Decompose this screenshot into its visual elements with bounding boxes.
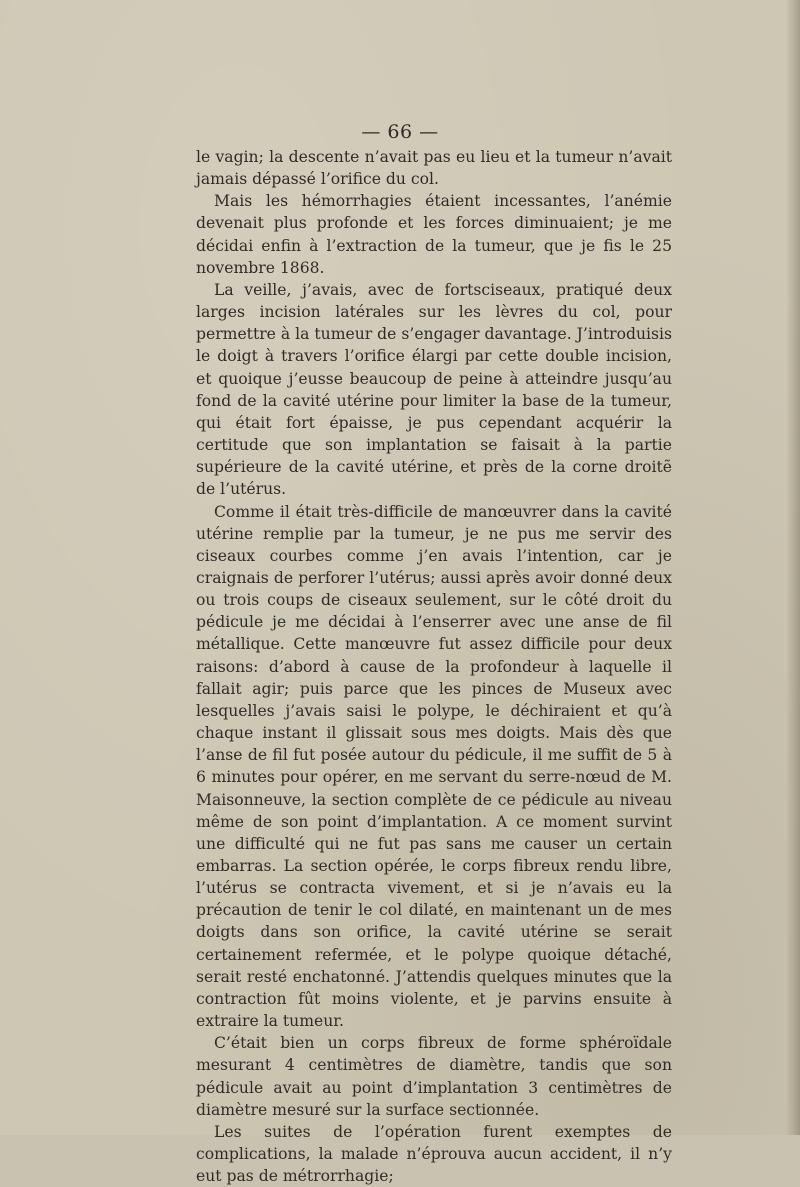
- page-edge-shadow: [786, 0, 800, 1135]
- paragraph-1: le vagin; la descente n’avait pas eu lieu et la tumeur n’avait jamais dépassé l’orifice du col.: [196, 148, 672, 189]
- paragraph-6: Les suites de l’opération furent exemptes de complications, la malade n’éprouva aucun accident, il n’y eut pas de métrorrhagie;: [196, 1122, 672, 1186]
- paragraph-4: Comme il était très-difficile de manœuvrer dans la cavité utérine remplie par la tumeur, je ne pus me servir des ciseaux courbes comme j’en avais l’intention, car je craignais de perforer l’utérus; aussi après avoir donné deux ou trois coups de ciseaux seulement, sur le côté droit du pédicule je me décidai à l’enserrer avec une anse de fil métallique. Cette manœuvre fut assez difficile pour deux raisons: d’abord à cause de la profondeur à laquelle il fallait agir; puis parce que les pinces de Museux avec lesquelles j’avais saisi le polype, le déchiraient et qu’à chaque instant il glissait sous mes doigts. Mais dès que l’anse de fil fut posée autour du pédicule, il me suffit de 5 à 6 minutes pour opérer, en me servant du serre-nœud de M. Maisonneuve, la section complète de ce pédicule au niveau même de son point d’implantation. A ce moment survint une difficulté qui ne fut pas sans me causer un certain embarras. La section opérée, le corps fibreux rendu libre, l’utérus se contracta vivement, et si je n’avais eu la précaution de tenir le col dilaté, en maintenant un de mes doigts dans son orifice, la cavité utérine se serait certainement refermée, et le polype quoique détaché, serait resté enchatonné. J’attendis quelques minutes que la contraction fût moins violente, et je parvins ensuite à extraire la tumeur.: [196, 502, 672, 1031]
- page-number: — 66 —: [361, 121, 439, 143]
- paragraph-2: Mais les hémorrhagies étaient incessantes, l’anémie devenait plus profonde et les forces diminuaient; je me décidai enfin à l’extraction de la tumeur, que je fis le 25 novembre 1868.: [196, 192, 672, 277]
- body-text: [196, 146, 672, 1187]
- paragraph-5: C’était bien un corps fibreux de forme sphéroïdale mesurant 4 centimètres de diamètre, tandis que son pédicule avait au point d’implantation 3 centimètres de diamètre mesuré sur la surface sectionnée.: [196, 1034, 672, 1119]
- paragraph-3: La veille, j’avais, avec de fortsciseaux, pratiqué deux larges incision latérales sur les lèvres du col, pour permettre à la tumeur de s’engager davantage. J’introduisis le doigt à travers l’orifice élargi par cette double incision, et quoique j’eusse beaucoup de peine à atteindre jusqu’au fond de la cavité utérine pour limiter la base de la tumeur, qui était fort épaisse, je pus cependant acquérir la certitude que son implantation se faisait à la partie supérieure de la cavité utérine, et près de la corne droitẽ de l’utérus.: [196, 280, 672, 499]
